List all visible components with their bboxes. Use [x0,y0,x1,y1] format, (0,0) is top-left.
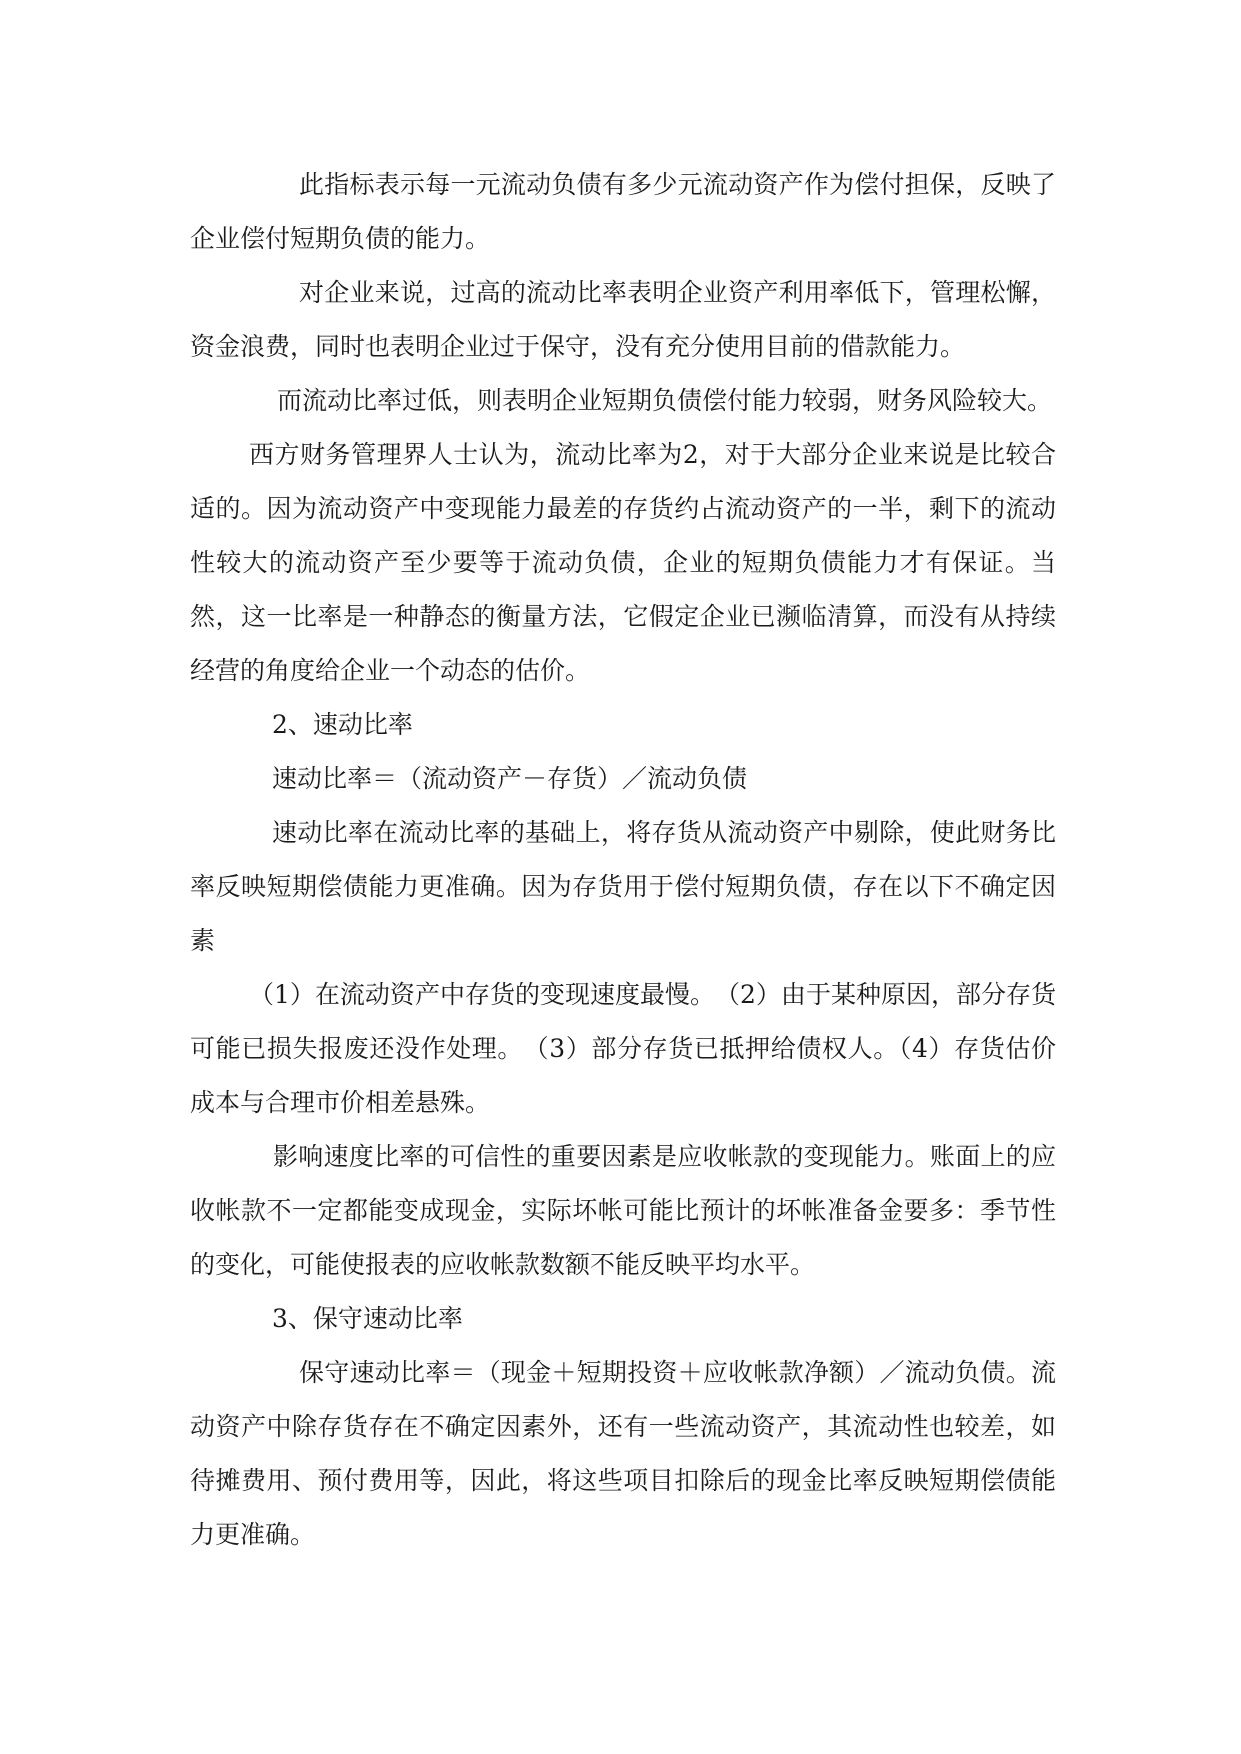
section-heading-conservative-quick-ratio: 3、保守速动比率 [272,1304,463,1333]
paragraph-9: 影响速度比率的可信性的重要因素是应收帐款的变现能力。账面上的应收帐款不一定都能变成现金，实际坏帐可能比预计的坏帐准备金要多：季节性的变化，可能使报表的应收帐款数额不能反映平均水平。 [190,1142,1056,1279]
conservative-quick-ratio-paragraph: 保守速动比率＝（现金＋短期投资＋应收帐款净额）／流动负债。流动资产中除存货存在不确定因素外，还有一些流动资产，其流动性也较差，如待摊费用、预付费用等，因此，将这些项目扣除后的现金比率反映短期偿债能力更准确。 [190,1358,1056,1549]
uncertainty-factors-list: （1）在流动资产中存货的变现速度最慢。 （2）由于某种原因，部分存货可能已损失报废还没作处理。 （3）部分存货已抵押给债权人。（4）存货估价成本与合理市价相差悬殊。 [190,980,1056,1117]
section-heading-quick-ratio: 2、速动比率 [272,710,413,739]
paragraph-2: 对企业来说，过高的流动比率表明企业资产利用率低下，管理松懈，资金浪费，同时也表明企业过于保守，没有充分使用目前的借款能力。 [190,278,1056,361]
paragraph-4: 西方财务管理界人士认为，流动比率为2，对于大部分企业来说是比较合适的。因为流动资产中变现能力最差的存货约占流动资产的一半，剩下的流动性较大的流动资产至少要等于流动负债，企业的短期负债能力才有保证。当然，这一比率是一种静态的衡量方法，它假定企业已濒临清算，而没有从持续经营的角度给企业一个动态的估价。 [190,440,1056,685]
paragraph-7: 速动比率在流动比率的基础上，将存货从流动资产中剔除，使此财务比率反映短期偿债能力更准确。因为存货用于偿付短期负债，存在以下不确定因素 [190,818,1056,955]
quick-ratio-formula: 速动比率＝（流动资产－存货）／流动负债 [272,764,748,793]
document-body [190,158,1056,1562]
paragraph-3: 而流动比率过低，则表明企业短期负债偿付能力较弱，财务风险较大。 [277,386,1053,415]
paragraph-1: 此指标表示每一元流动负债有多少元流动资产作为偿付担保，反映了企业偿付短期负债的能力。 [190,170,1056,253]
